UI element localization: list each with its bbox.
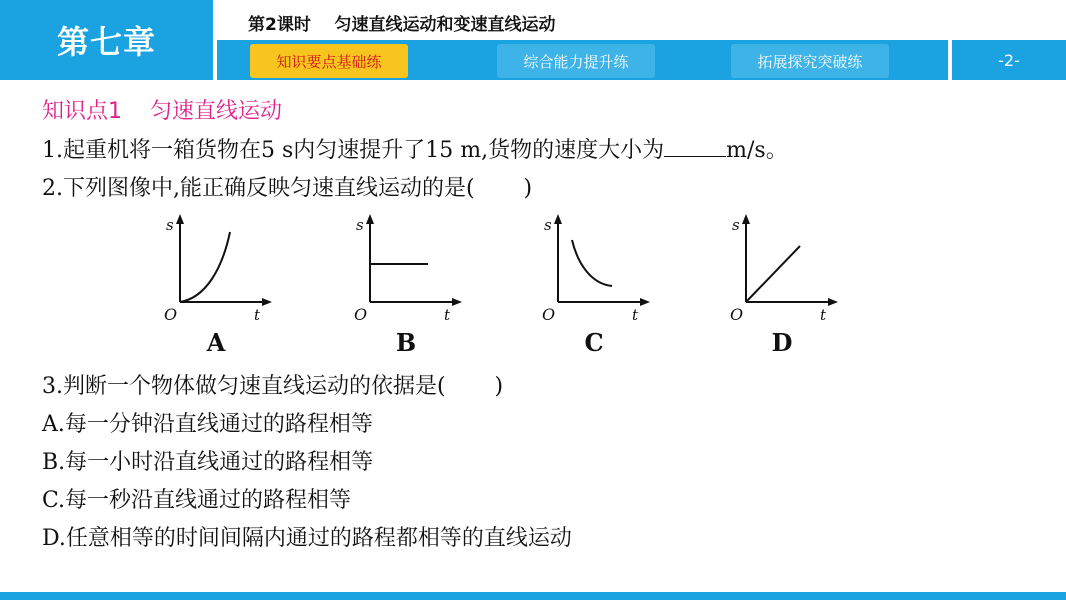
graph-c xyxy=(528,210,658,360)
graph-c-x-label: t xyxy=(632,306,639,324)
section-title: 知识点1 匀速直线运动 xyxy=(42,99,282,124)
graph-a-y-label: s xyxy=(166,216,174,234)
question-1-unit: m/s。 xyxy=(726,138,788,163)
graph-a-curve xyxy=(180,232,230,302)
question-3-option-b: B.每一小时沿直线通过的路程相等 xyxy=(42,450,374,475)
graph-b-origin: O xyxy=(354,305,368,324)
question-2: 2.下列图像中,能正确反映匀速直线运动的是( ) xyxy=(42,176,533,201)
graph-c-y-label: s xyxy=(544,216,552,234)
graph-a-origin: O xyxy=(164,305,178,324)
question-3-option-c: C.每一秒沿直线通过的路程相等 xyxy=(42,488,352,513)
graph-d-x-label: t xyxy=(820,306,827,324)
page-number: -2- xyxy=(952,40,1066,80)
graph-d-origin: O xyxy=(730,305,744,324)
graph-a-x-label: t xyxy=(254,306,261,324)
graph-a-letter: A xyxy=(206,328,226,357)
graph-a xyxy=(150,210,280,360)
graph-c-letter: C xyxy=(584,328,604,357)
graph-d-letter: D xyxy=(771,328,793,357)
graph-d-line xyxy=(746,246,800,302)
question-3-option-d: D.任意相等的时间间隔内通过的路程都相等的直线运动 xyxy=(42,526,572,551)
graph-b xyxy=(340,210,470,360)
answer-blank[interactable] xyxy=(664,134,726,157)
tab-extension-practice[interactable]: 拓展探究突破练 xyxy=(731,44,889,78)
question-3-option-a: A.每一分钟沿直线通过的路程相等 xyxy=(42,412,373,437)
lesson-title: 第2课时 匀速直线运动和变速直线运动 xyxy=(248,15,556,35)
graph-a-plot xyxy=(150,210,280,330)
graph-b-plot xyxy=(340,210,470,330)
graph-d-y-label: s xyxy=(732,216,740,234)
question-3-block xyxy=(42,368,1042,558)
question-1-text: 1.起重机将一箱货物在5 s内匀速提升了15 m,货物的速度大小为 xyxy=(42,138,665,163)
graph-b-letter: B xyxy=(395,328,417,357)
question-1 xyxy=(42,132,1042,170)
graph-c-plot xyxy=(528,210,658,330)
graph-d-plot xyxy=(716,210,846,330)
graph-d xyxy=(716,210,846,360)
graph-c-curve xyxy=(572,240,612,286)
graph-b-x-label: t xyxy=(444,306,451,324)
bottom-bar xyxy=(0,592,1066,600)
chapter-label: 第七章 xyxy=(0,0,213,80)
graph-options xyxy=(150,210,870,360)
tab-ability-practice[interactable]: 综合能力提升练 xyxy=(497,44,655,78)
tab-basic-practice[interactable]: 知识要点基础练 xyxy=(250,44,408,78)
graph-c-origin: O xyxy=(542,305,556,324)
slide-content xyxy=(42,92,1042,208)
graph-b-y-label: s xyxy=(356,216,364,234)
question-3: 3.判断一个物体做匀速直线运动的依据是( ) xyxy=(42,374,504,399)
